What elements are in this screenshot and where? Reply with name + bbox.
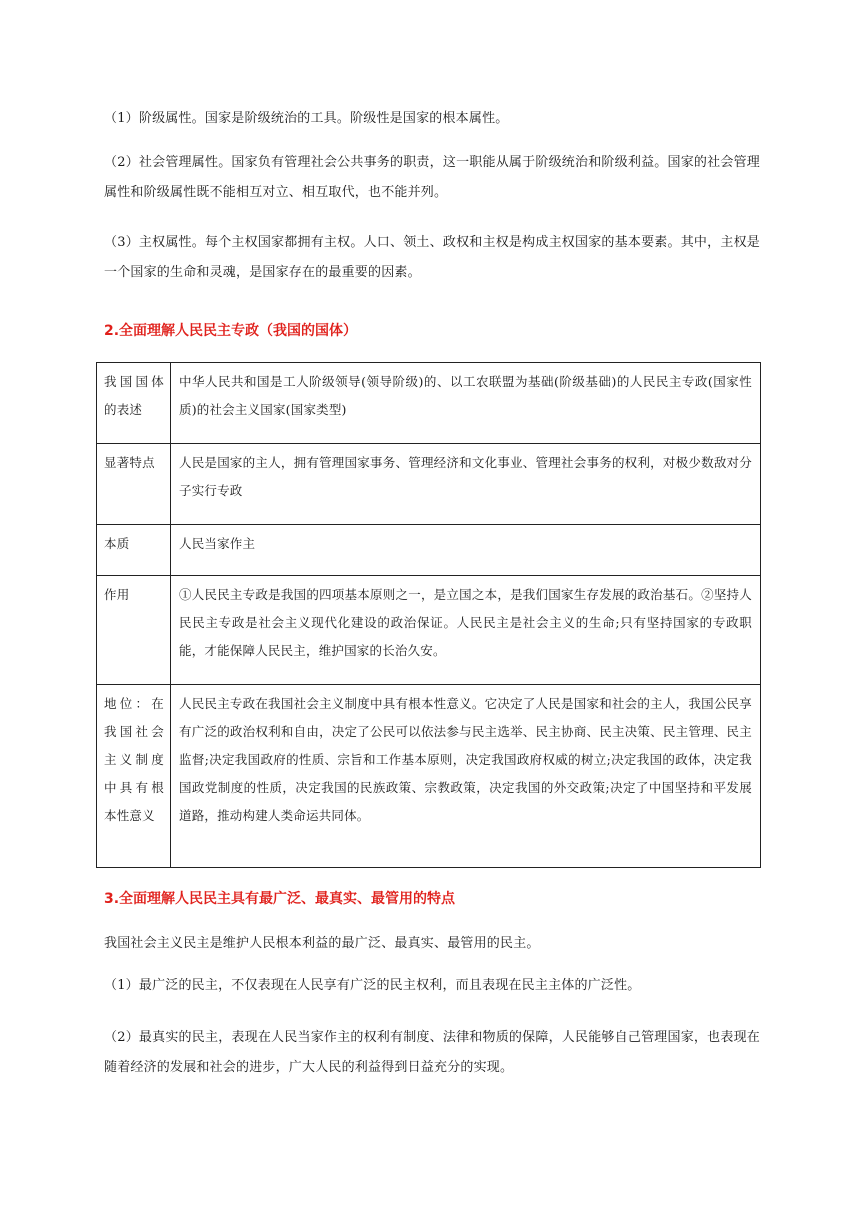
- table-row: [97, 685, 761, 868]
- row-key: 本质: [97, 525, 171, 576]
- state-system-table: [96, 362, 761, 868]
- table-row: [97, 525, 761, 576]
- row-value: ①人民民主专政是我国的四项基本原则之一，是立国之本，是我们国家生存发展的政治基石。②坚持人民民主专政是社会主义现代化建设的政治保证。人民民主是社会主义的生命;只有坚持国家的专政职能，才能保障人民民主，维护国家的长治久安。: [171, 576, 761, 685]
- row-value: 人民当家作主: [171, 525, 761, 576]
- broadest-democracy-paragraph: （1）最广泛的民主，不仅表现在人民享有广泛的民主权利，而且表现在民主主体的广泛性。: [104, 978, 641, 993]
- democracy-intro-paragraph: 我国社会主义民主是维护人民根本利益的最广泛、最真实、最管用的民主。: [104, 936, 540, 951]
- table-row: [97, 444, 761, 525]
- truest-democracy-paragraph: （2）最真实的民主，表现在人民当家作主的权利有制度、法律和物质的保障，人民能够自己管理国家，也表现在随着经济的发展和社会的进步，广大人民的利益得到日益充分的实现。: [104, 1030, 760, 1075]
- row-key: 作用: [97, 576, 171, 685]
- table-row: [97, 576, 761, 685]
- class-attribute-paragraph: （1）阶级属性。国家是阶级统治的工具。阶级性是国家的根本属性。: [104, 111, 509, 126]
- row-key: 地位：在我国社会主义制度中具有根本性意义: [97, 685, 171, 868]
- row-key: 显著特点: [97, 444, 171, 525]
- sovereignty-paragraph: （3）主权属性。每个主权国家都拥有主权。人口、领土、政权和主权是构成主权国家的基本要素。其中，主权是一个国家的生命和灵魂，是国家存在的最重要的因素。: [104, 235, 760, 280]
- row-key: 我国国体的表述: [97, 363, 171, 444]
- social-management-paragraph: （2）社会管理属性。国家负有管理社会公共事务的职责，这一职能从属于阶级统治和阶级利益。国家的社会管理属性和阶级属性既不能相互对立、相互取代，也不能并列。: [104, 155, 760, 200]
- row-value: 人民是国家的主人，拥有管理国家事务、管理经济和文化事业、管理社会事务的权利，对极少数敌对分子实行专政: [171, 444, 761, 525]
- row-value: 人民民主专政在我国社会主义制度中具有根本性意义。它决定了人民是国家和社会的主人，我国公民享有广泛的政治权利和自由，决定了公民可以依法参与民主选举、民主协商、民主决策、民主管理、民主监督;决定我国政府的性质、宗旨和工作基本原则，决定我国政府权威的树立;决定我国的政体，决定我国政党制度的性质，决定我国的民族政策、宗教政策，决定我国的外交政策;决定了中国坚持和平发展道路，推动构建人类命运共同体。: [171, 685, 761, 868]
- section-2-heading: 2.全面理解人民民主专政（我国的国体）: [104, 323, 358, 339]
- table-row: [97, 363, 761, 444]
- row-value: 中华人民共和国是工人阶级领导(领导阶级)的、以工农联盟为基础(阶级基础)的人民民主专政(国家性质)的社会主义国家(国家类型): [171, 363, 761, 444]
- section-3-heading: 3.全面理解人民民主具有最广泛、最真实、最管用的特点: [104, 891, 456, 907]
